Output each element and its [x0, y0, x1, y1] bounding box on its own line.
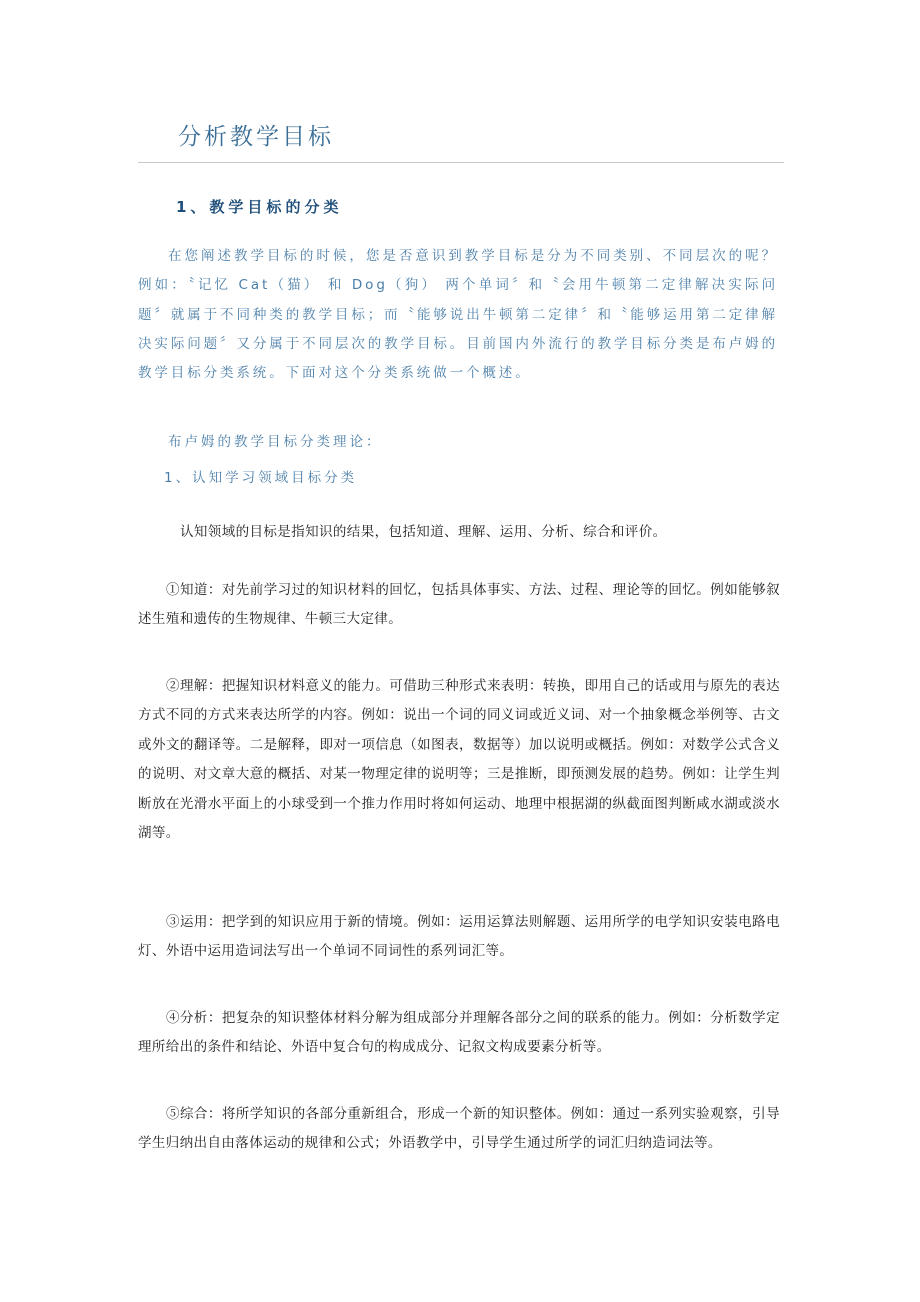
item-application: ③运用：把学到的知识应用于新的情境。例如：运用运算法则解题、运用所学的电学知识安装电路电灯、外语中运用造词法写出一个单词不同词性的系列词汇等。 — [138, 914, 780, 960]
cognitive-domain-label: 1、认知学习领域目标分类 — [164, 470, 358, 486]
section-heading: 1、教学目标的分类 — [176, 198, 343, 216]
item-comprehension: ②理解：把握知识材料意义的能力。可借助三种形式来表明：转换，即用自己的话或用与原先的表达方式不同的方式来表达所学的内容。例如：说出一个词的同义词或近义词、对一个抽象概念举例等、古文或外文的翻译等。二是解释，即对一项信息（如图表，数据等）加以说明或概括。例如：对数学公式含义的说明、对文章大意的概括、对某一物理定律的说明等；三是推断，即预测发展的趋势。例如：让学生判断放在光滑水平面上的小球受到一个推力作用时将如何运动、地理中根据湖的纵截面图判断咸水湖或淡水湖等。 — [138, 678, 780, 842]
intro-paragraph: 在您阐述教学目标的时候，您是否意识到教学目标是分为不同类别、不同层次的呢？例如：〝记忆 Cat（猫） 和 Dog（狗） 两个单词〞和〝会用牛顿第二定律解决实际问题〞就属于不同种类的教学目标；而〝能够说出牛顿第二定律〞和〝能够运用第二定律解决实际问题〞又分属于不同层次的教学目标。目前国内外流行的教学目标分类是布卢姆的教学目标分类系统。下面对这个分类系统做一个概述。 — [138, 248, 778, 382]
item-analysis: ④分析：把复杂的知识整体材料分解为组成部分并理解各部分之间的联系的能力。例如：分析数学定理所给出的条件和结论、外语中复合句的构成成分、记叙文构成要素分析等。 — [138, 1010, 780, 1056]
title-divider — [138, 162, 784, 163]
cognitive-overview: 认知领域的目标是指知识的结果，包括知道、理解、运用、分析、综合和评价。 — [180, 524, 667, 540]
page-title: 分析教学目标 — [178, 124, 334, 150]
item-synthesis: ⑤综合：将所学知识的各部分重新组合，形成一个新的知识整体。例如：通过一系列实验观察，引导学生归纳出自由落体运动的规律和公式；外语教学中，引导学生通过所学的词汇归纳造词法等。 — [138, 1106, 780, 1152]
theory-label: 布卢姆的教学目标分类理论： — [168, 434, 383, 450]
item-knowledge: ①知道：对先前学习过的知识材料的回忆，包括具体事实、方法、过程、理论等的回忆。例如能够叙述生殖和遗传的生物规律、牛顿三大定律。 — [138, 582, 780, 628]
